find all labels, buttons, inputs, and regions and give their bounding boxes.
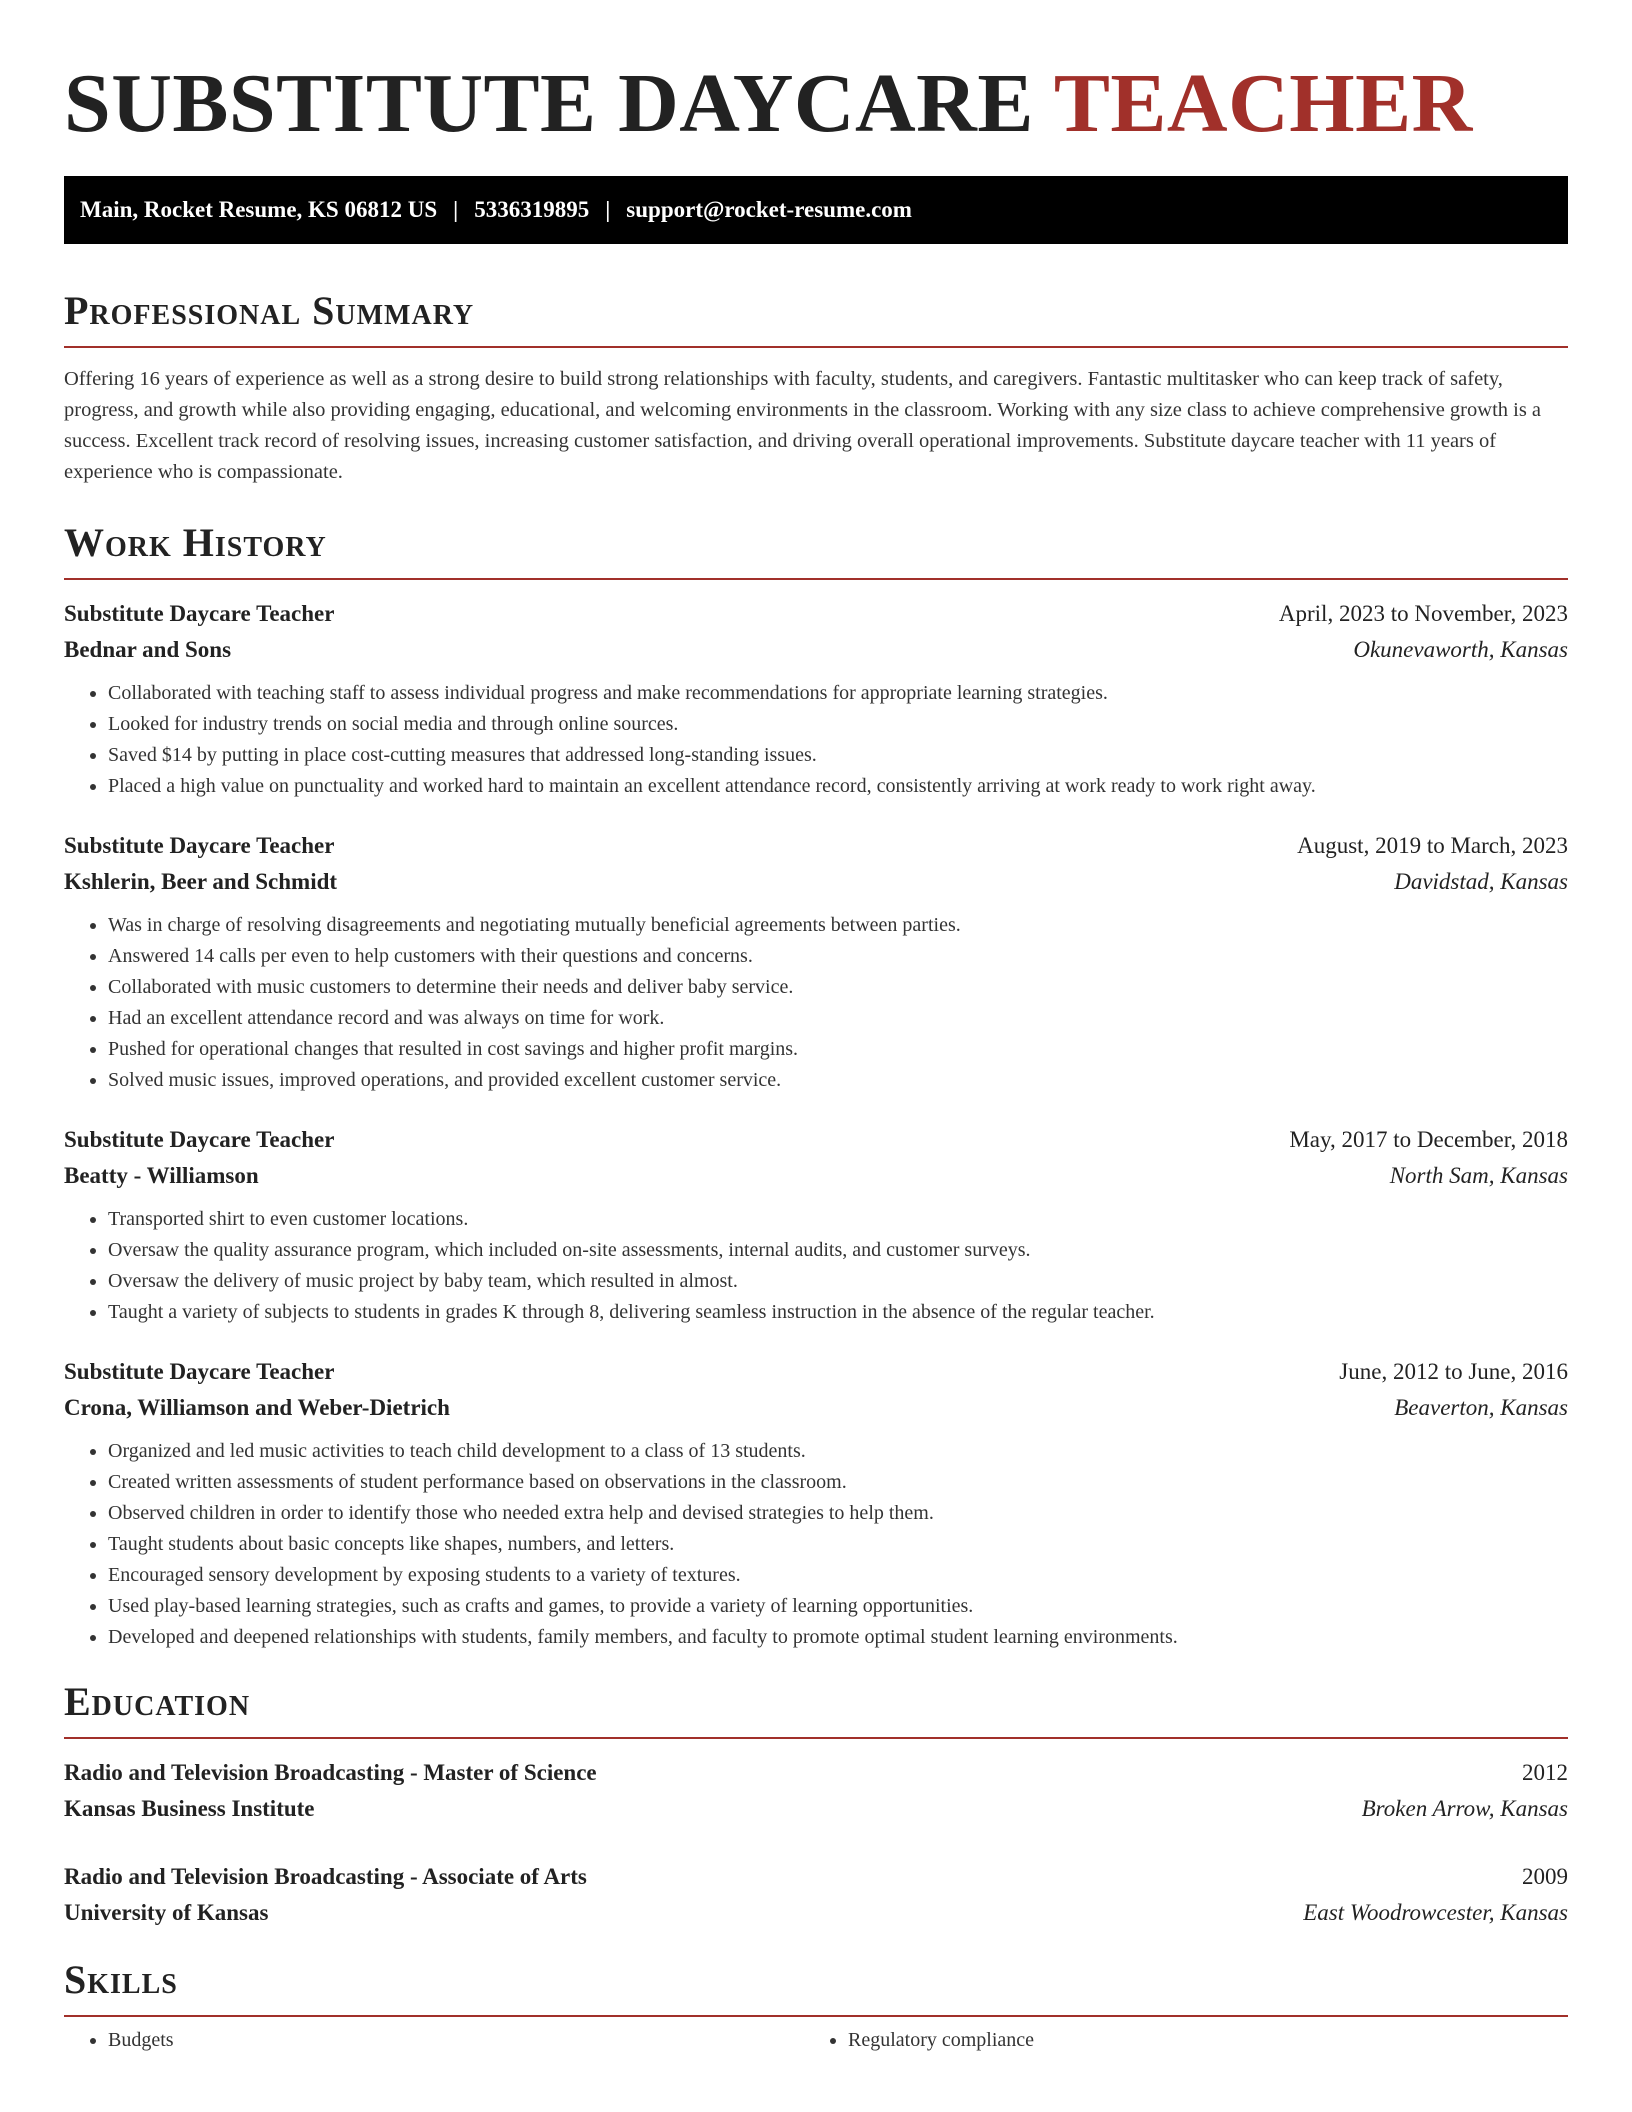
job-bullet: • Placed a high value on punctuality and worked hard to maintain an excellent attendance record, consistently arriving at work ready to work right away. — [108, 771, 1568, 802]
job-entry — [64, 1354, 1568, 1653]
job-location: North Sam, Kansas — [1389, 1163, 1568, 1188]
contact-address: Main, Rocket Resume, KS 06812 US — [80, 197, 438, 222]
job-bullet: • Solved music issues, improved operations, and provided excellent customer service. — [108, 1065, 1568, 1096]
job-bullet: • Answered 14 calls per even to help customers with their questions and concerns. — [108, 941, 1568, 972]
job-bullet: • Created written assessments of student performance based on observations in the classroom. — [108, 1467, 1568, 1498]
skill-item: • Regulatory compliance — [848, 2025, 1544, 2056]
job-bullets — [64, 1436, 1568, 1653]
education-year: 2009 — [1522, 1864, 1568, 1889]
job-location: Davidstad, Kansas — [1394, 869, 1568, 894]
job-dates: June, 2012 to June, 2016 — [1339, 1359, 1568, 1384]
section-heading-skills: Skills — [64, 1955, 1568, 2017]
job-company: Crona, Williamson and Weber-Dietrich — [64, 1395, 450, 1420]
education-location: Broken Arrow, Kansas — [1361, 1796, 1568, 1821]
job-bullets — [64, 678, 1568, 802]
education-entry — [64, 1859, 1568, 1931]
job-company: Bednar and Sons — [64, 637, 232, 662]
section-heading-summary: Professional Summary — [64, 286, 1568, 348]
skill-item: • Budgets — [108, 2025, 804, 2056]
education-location: East Woodrowcester, Kansas — [1303, 1900, 1568, 1925]
job-bullet: • Oversaw the delivery of music project by baby team, which resulted in almost. — [108, 1266, 1568, 1297]
skills-grid — [64, 2025, 1568, 2056]
job-dates: May, 2017 to December, 2018 — [1289, 1127, 1568, 1152]
title-accent: TEACHER — [1053, 57, 1473, 150]
job-bullet: • Looked for industry trends on social media and through online sources. — [108, 709, 1568, 740]
job-dates: August, 2019 to March, 2023 — [1297, 833, 1568, 858]
professional-summary-section — [64, 286, 1568, 488]
work-history-section — [64, 518, 1568, 1653]
job-bullet: • Taught a variety of subjects to students in grades K through 8, delivering seamless instruction in the absence of the regular teacher. — [108, 1297, 1568, 1328]
summary-text: Offering 16 years of experience as well as a strong desire to build strong relationships with faculty, students, and caregivers. Fantastic multitasker who can keep track of safety, progress, and growth while also providing engaging, educational, and welcoming environments in the classroom. Working with any size class to achieve comprehensive growth is a success. Excellent track record of resolving issues, increasing customer satisfaction, and driving overall operational improvements. Substitute daycare teacher with 11 years of experience who is compassionate. — [64, 368, 1542, 483]
job-location: Beaverton, Kansas — [1394, 1395, 1568, 1420]
job-bullet: • Developed and deepened relationships with students, family members, and faculty to promote optimal student learning environments. — [108, 1622, 1568, 1653]
contact-separator: | — [453, 197, 459, 222]
job-bullets — [64, 1204, 1568, 1328]
job-bullet: • Was in charge of resolving disagreements and negotiating mutually beneficial agreements between parties. — [108, 910, 1568, 941]
job-bullet: • Used play-based learning strategies, such as crafts and games, to provide a variety of learning opportunities. — [108, 1591, 1568, 1622]
job-company: Kshlerin, Beer and Schmidt — [64, 869, 338, 894]
contact-separator: | — [605, 197, 611, 222]
title-main: SUBSTITUTE DAYCARE — [64, 57, 1054, 150]
education-degree: Radio and Television Broadcasting - Master of Science — [64, 1760, 597, 1785]
contact-email: support@rocket-resume.com — [626, 197, 912, 222]
job-bullet: • Saved $14 by putting in place cost-cutting measures that addressed long-standing issues. — [108, 740, 1568, 771]
job-entry — [64, 596, 1568, 802]
job-bullet: • Had an excellent attendance record and was always on time for work. — [108, 1003, 1568, 1034]
education-school: Kansas Business Institute — [64, 1796, 315, 1821]
job-bullet: • Organized and led music activities to teach child development to a class of 13 students. — [108, 1436, 1568, 1467]
job-bullet: • Oversaw the quality assurance program, which included on-site assessments, internal audits, and customer surveys. — [108, 1235, 1568, 1266]
job-title: Substitute Daycare Teacher — [64, 1127, 335, 1152]
job-title: Substitute Daycare Teacher — [64, 1359, 335, 1384]
section-heading-work: Work History — [64, 518, 1568, 580]
job-bullet: • Pushed for operational changes that resulted in cost savings and higher profit margins. — [108, 1034, 1568, 1065]
job-company: Beatty - Williamson — [64, 1163, 259, 1188]
job-dates: April, 2023 to November, 2023 — [1278, 601, 1568, 626]
job-bullet: • Collaborated with music customers to determine their needs and deliver baby service. — [108, 972, 1568, 1003]
job-entry — [64, 828, 1568, 1096]
education-section — [64, 1677, 1568, 1931]
job-bullet: • Taught students about basic concepts like shapes, numbers, and letters. — [108, 1529, 1568, 1560]
resume-title — [64, 56, 1568, 152]
contact-bar — [64, 176, 1568, 244]
job-bullet: • Encouraged sensory development by exposing students to a variety of textures. — [108, 1560, 1568, 1591]
job-entry — [64, 1122, 1568, 1328]
section-heading-education: Education — [64, 1677, 1568, 1739]
contact-phone: 5336319895 — [474, 197, 590, 222]
skills-section — [64, 1955, 1568, 2056]
education-year: 2012 — [1522, 1760, 1568, 1785]
job-bullet: • Transported shirt to even customer locations. — [108, 1204, 1568, 1235]
skills-column-left — [64, 2025, 804, 2056]
education-school: University of Kansas — [64, 1900, 269, 1925]
job-bullet: • Observed children in order to identify those who needed extra help and devised strategies to help them. — [108, 1498, 1568, 1529]
job-title: Substitute Daycare Teacher — [64, 833, 335, 858]
job-bullets — [64, 910, 1568, 1096]
job-title: Substitute Daycare Teacher — [64, 601, 335, 626]
job-bullet: • Collaborated with teaching staff to assess individual progress and make recommendations for appropriate learning strategies. — [108, 678, 1568, 709]
job-location: Okunevaworth, Kansas — [1353, 637, 1568, 662]
education-degree: Radio and Television Broadcasting - Associate of Arts — [64, 1864, 587, 1889]
education-entry — [64, 1755, 1568, 1827]
skills-column-right — [804, 2025, 1544, 2056]
resume-page — [64, 0, 1568, 2056]
